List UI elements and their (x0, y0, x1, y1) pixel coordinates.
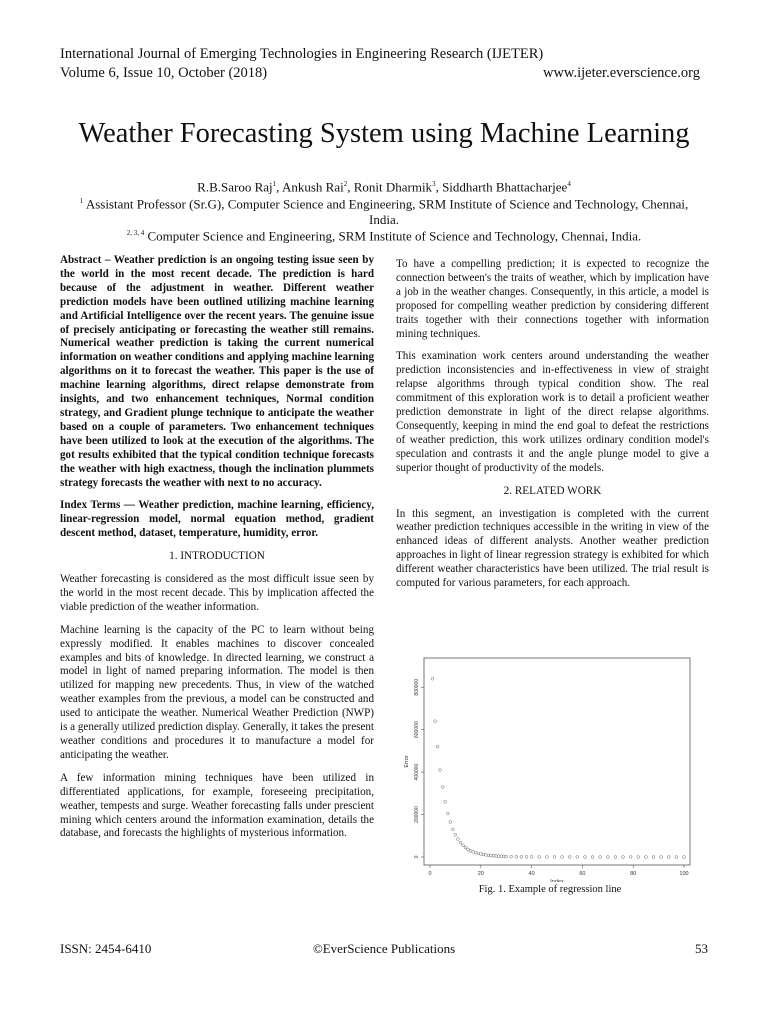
journal-name: International Journal of Emerging Technologies in Engineering Research (IJETER) (60, 46, 544, 62)
author-name: Ronit Dharmik (353, 179, 433, 195)
data-point (629, 856, 632, 859)
y-axis-label: Error (404, 755, 410, 768)
data-point (675, 856, 678, 859)
figure-caption: Fig. 1. Example of regression line (478, 884, 622, 895)
x-tick-label: 0 (428, 871, 432, 877)
data-point (545, 856, 548, 859)
section-heading-related-work: 2. RELATED WORK (503, 484, 602, 497)
footer-publisher: ©EverScience Publications (312, 941, 456, 956)
data-point (667, 856, 670, 859)
x-tick-label: 20 (477, 871, 484, 877)
data-point (439, 769, 442, 772)
y-tick-label: 200000 (414, 806, 420, 823)
data-point (561, 856, 564, 859)
data-point (599, 856, 602, 859)
figure-regression (400, 650, 700, 882)
data-point (449, 821, 452, 824)
data-point (457, 838, 460, 841)
affiliation-2: $^{2, 3, 4}$ Computer Science and Engineering, SRM Institute of Science and Technology, Chennai, India. (126, 228, 642, 244)
section-heading-introduction: 1. INTRODUCTION (169, 550, 265, 563)
data-point (464, 846, 467, 849)
data-point (510, 855, 513, 858)
author-name: Siddharth Bhattacharjee (442, 179, 568, 195)
data-point (446, 812, 449, 815)
data-point (434, 720, 437, 723)
data-point (515, 855, 518, 858)
left-column (60, 254, 374, 850)
author-list: R.B.Saroo Raj$^1$, Ankush Rai$^2$, Ronit Dharmik$^3$, Siddharth Bhattacharjee$^4$ (197, 179, 571, 195)
data-point (591, 856, 594, 859)
paragraph: Weather forecasting is considered as the most difficult issue seen by the world in the most recent decade. This by implication affected the viable prediction of the weather information. (60, 573, 374, 613)
data-point (614, 856, 617, 859)
data-point (444, 800, 447, 803)
data-point (459, 841, 462, 844)
y-tick-label: 800000 (414, 678, 420, 696)
author-name: R.B.Saroo Raj (197, 179, 273, 195)
data-point (652, 856, 655, 859)
right-column (396, 258, 709, 600)
data-point (683, 856, 686, 859)
y-tick-label: 0 (414, 855, 420, 859)
abstract: Abstract – Weather prediction is an ongoing testing issue seen by the world in the most recent decade. The prediction is hard because of the adjustment in weather. Different weather prediction models have been outlined utilizing machine learning and Artificial Intelligence over the recent years. The genuine issue of precisely anticipating or forecasting the weather still remains. Numerical weather prediction is taking the current numerical information on weather conditions and applying machine learning algorithms on it to forecast the weather. This paper is the use of machine learning algorithms, direct relapse demonstrate from insights, and two enhancement techniques, Normal condition strategy, and Gradient plunge technique to anticipate the weather based on a couple of parameters. Two enhancement techniques have been utilized to look at the execution of the algorithms. The got results exhibited that the typical condition technique forecasts the weather with high exactness, though the inclination plummets strategy forecasts the weather with next to no accuracy. (60, 254, 374, 489)
data-point (451, 828, 454, 831)
y-tick-label: 600000 (414, 721, 420, 739)
index-terms: Index Terms — Weather prediction, machine learning, efficiency, linear-regression model, normal equation method, gradient descent method, dataset, temperature, humidity, error. (60, 499, 374, 540)
paragraph: To have a compelling prediction; it is expected to recognize the connection between's the traits of weather, which by implication have a job in the weather changes. Consequently, in this article, a model is proposed for compelling weather prediction by considering different traits together with their connections together with information mining techniques. (396, 258, 709, 340)
x-tick-label: 100 (679, 871, 689, 877)
data-point (441, 786, 444, 789)
data-point (553, 856, 556, 859)
data-point (525, 855, 528, 858)
x-tick-label: 60 (579, 871, 586, 877)
author-name: Ankush Rai (281, 179, 344, 195)
regression-scatter-chart (400, 650, 700, 882)
data-point (520, 855, 523, 858)
y-tick-label: 400000 (414, 763, 420, 781)
x-tick-label: 40 (528, 871, 535, 877)
affiliation-1: $^1$ Assistant Professor (Sr.G), Computer Science and Engineering, SRM Institute of Science and Technology, Chennai, India. (79, 196, 689, 228)
data-point (436, 745, 439, 748)
volume-info: Volume 6, Issue 10, October (2018) (60, 65, 268, 81)
data-point (576, 856, 579, 859)
data-point (462, 844, 465, 847)
paragraph: In this segment, an investigation is completed with the current weather prediction techniques accessible in the writing in view of the enhanced ideas of different analysts. Another weather prediction approaches in light of linear regression strategy is exhibited for which different weather characteristics have been utilized. The trial result is computed for various parameters, for each approach. (396, 507, 709, 590)
x-axis-label: Index (550, 879, 564, 882)
data-point (584, 856, 587, 859)
data-point (637, 856, 640, 859)
paragraph: This examination work centers around understanding the weather prediction inconsistencies and in-effectiveness in view of straight relapse algorithms through typical condition show. The real commitment of this exploration work is to detail a proficient weather prediction demonstrate in light of the direct relapse algorithms. Consequently, keeping in mind the end goal to defeat the restrictions of weather prediction, this work utilizes ordinary condition model's speculation and contrasts it and the angle plunge model to give a superior thought of productivity of the models. (396, 350, 709, 474)
data-point (568, 856, 571, 859)
footer-issn: ISSN: 2454-6410 (60, 941, 152, 956)
paper-title: Weather Forecasting System using Machine Learning (78, 118, 690, 149)
data-point (645, 856, 648, 859)
data-point (606, 856, 609, 859)
data-point (530, 855, 533, 858)
x-tick-label: 80 (630, 871, 637, 877)
paragraph: A few information mining techniques have been utilized in differentiated applications, for example, foreseeing precipitation, weather, tempests and surge. Weather forecasting falls under prescient mining which centers around the information examination, details the database, and forecasts the highlights of mysterious information. (60, 771, 374, 840)
data-point (538, 856, 541, 859)
data-point (622, 856, 625, 859)
journal-website[interactable]: www.ijeter.everscience.org (542, 65, 700, 81)
data-point (660, 856, 663, 859)
data-point (431, 677, 434, 680)
footer-page-number: 53 (695, 941, 708, 956)
paragraph: Machine learning is the capacity of the PC to learn without being expressly modified. It enables machines to discover concealed examples and bits of knowledge. In directed learning, we construct a model in light of named preparing information. The model is then utilized for mapping new precedents. Thus, in view of the watched weather examples from the previous, a model can be constructed and used to anticipate the weather. Numerical Weather Prediction (NWP) is a generally utilized prediction display. Generally, it takes the present weather conditions and procedures it to manufacture a model for anticipating the weather. (60, 623, 375, 761)
data-point (454, 833, 457, 836)
plot-frame (424, 658, 690, 865)
